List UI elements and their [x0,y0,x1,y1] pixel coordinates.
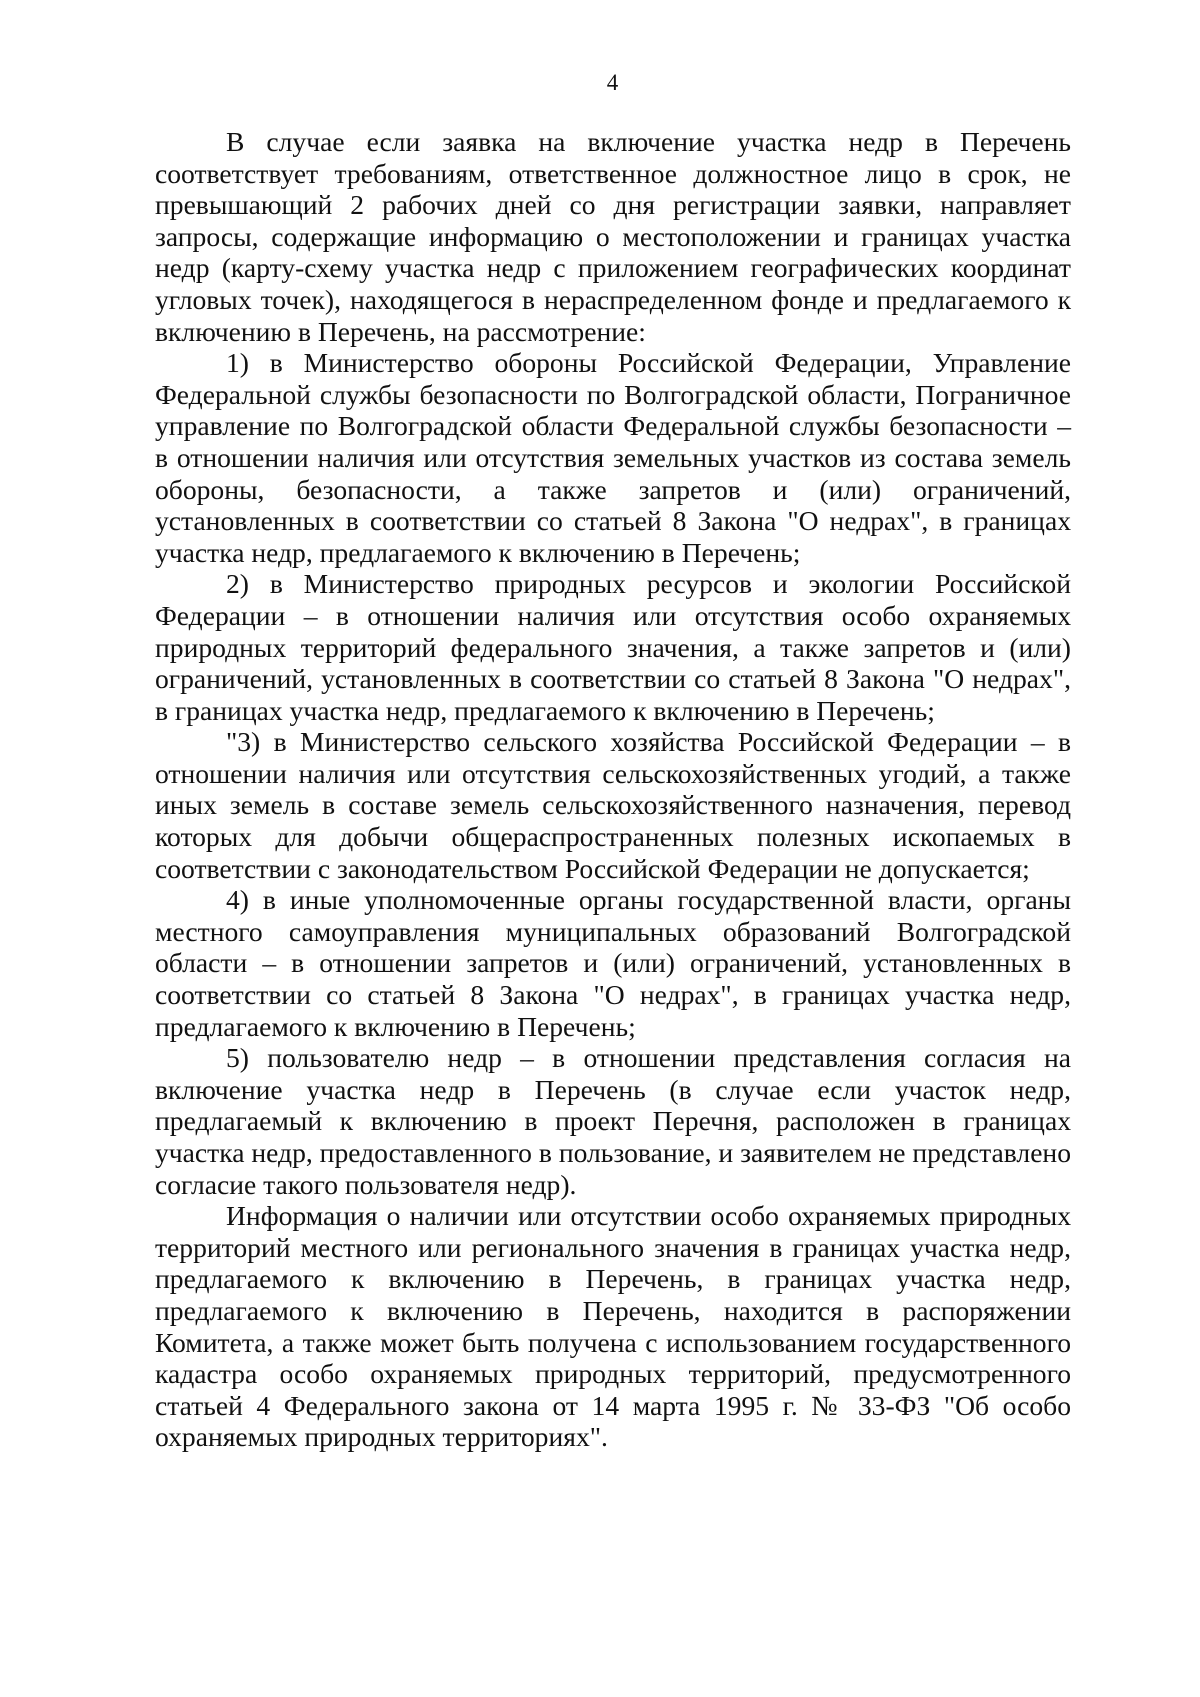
page-number: 4 [606,70,619,95]
paragraph-item-1: 1) в Министерство обороны Российской Федерации, Управление Федеральной службы безопасности по Волгоградской области, Пограничное управление по Волгоградской области Федеральной службы безопасности – в отношении наличия или отсутствия земельных участков из состава земель обороны, безопасности, а также запретов и (или) ограничений, установленных в соответствии со статьей 8 Закона "О недрах", в границах участка недр, предлагаемого к включению в Перечень; [155,347,1071,568]
paragraph-item-3: "3) в Министерство сельского хозяйства Российской Федерации – в отношении наличия или отсутствия сельскохозяйственных угодий, а также иных земель в составе земель сельскохозяйственного назначения, перевод которых для добычи общераспространенных полезных ископаемых в соответствии с законодательством Российской Федерации не допускается; [155,726,1071,884]
paragraph-item-2: 2) в Министерство природных ресурсов и экологии Российской Федерации – в отношении наличия или отсутствия особо охраняемых природных территорий федерального значения, а также запретов и (или) ограничений, установленных в соответствии со статьей 8 Закона "О недрах", в границах участка недр, предлагаемого к включению в Перечень; [155,568,1071,726]
paragraph-item-4: 4) в иные уполномоченные органы государственной власти, органы местного самоуправления муниципальных образований Волгоградской области – в отношении запретов и (или) ограничений, установленных в соответствии со статьей 8 Закона "О недрах", в границах участка недр, предлагаемого к включению в Перечень; [155,884,1071,1042]
paragraph-intro: В случае если заявка на включение участка недр в Перечень соответствует требованиям, ответственное должностное лицо в срок, не превышающий 2 рабочих дней со дня регистрации заявки, направляет запросы, содержащие информацию о местоположении и границах участка недр (карту-схему участка недр с приложением географических координат угловых точек), находящегося в нераспределенном фонде и предлагаемого к включению в Перечень, на рассмотрение: [155,126,1071,347]
document-body [155,126,1071,1453]
paragraph-item-5: 5) пользователю недр – в отношении представления согласия на включение участка недр в Перечень (в случае если участок недр, предлагаемый к включению в проект Перечня, расположен в границах участка недр, предоставленного в пользование, и заявителем не представлено согласие такого пользователя недр). [155,1042,1071,1200]
paragraph-information: Информация о наличии или отсутствии особо охраняемых природных территорий местного или регионального значения в границах участка недр, предлагаемого к включению в Перечень, в границах участка недр, предлагаемого к включению в Перечень, находится в распоряжении Комитета, а также может быть получена с использованием государственного кадастра особо охраняемых природных территорий, предусмотренного статьей 4 Федерального закона от 14 марта 1995 г. № 33-ФЗ "Об особо охраняемых природных территориях". [155,1200,1071,1453]
